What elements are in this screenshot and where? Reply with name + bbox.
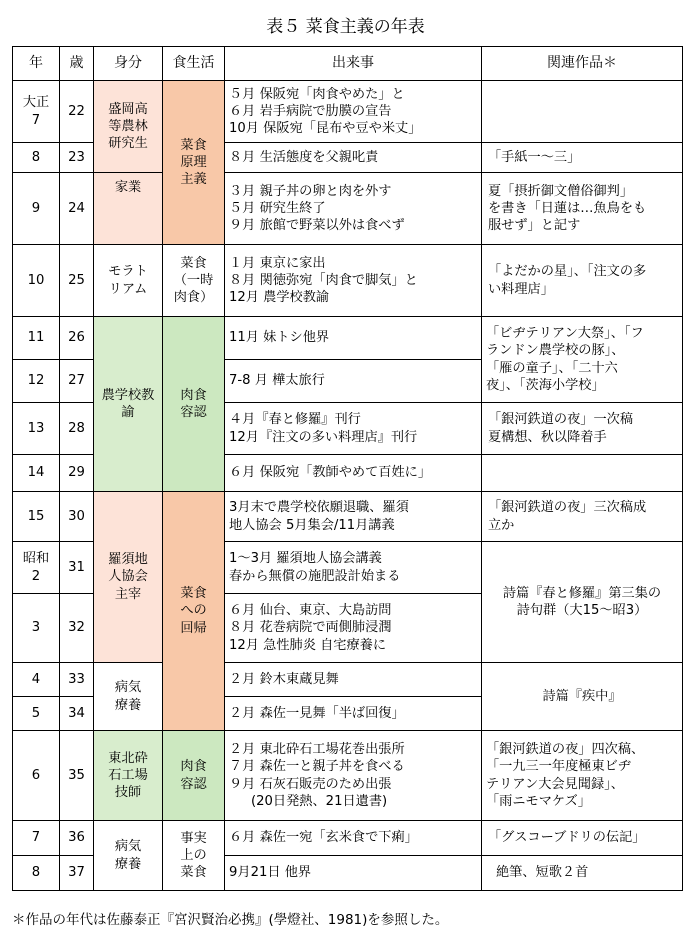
event-line: 9月21日 他界	[229, 865, 312, 881]
header-diet: 食生活	[163, 47, 225, 81]
event-line: ９月 旅館で野菜以外は食べず	[229, 218, 405, 234]
event-line: 12月 急性肺炎 自宅療養に	[229, 637, 387, 653]
event-line: 春から無償の施肥設計始まる	[229, 568, 401, 584]
diet-cell: 肉食 容認	[163, 731, 225, 821]
event-line: 12月『注文の多い料理店』刊行	[229, 429, 418, 445]
events-cell	[225, 245, 482, 317]
event-line: 10月 保阪宛「昆布や豆や米丈」	[229, 121, 422, 137]
event-line: ７月 森佐一と親子丼を食べる	[229, 759, 405, 775]
age-cell: 31	[60, 542, 94, 594]
header-events: 出来事	[225, 47, 482, 81]
age-cell: 36	[60, 821, 94, 856]
age-cell: 35	[60, 731, 94, 821]
age-cell: 34	[60, 697, 94, 731]
header-status: 身分	[94, 47, 163, 81]
diet-cell: 菜食 への 回帰	[163, 492, 225, 731]
event-line: ８月 生活態度を父親叱責	[229, 149, 379, 165]
year-cell: 5	[13, 697, 60, 731]
event-line: 12月 農学校教諭	[229, 290, 330, 306]
age-cell: 37	[60, 856, 94, 891]
year-cell: 9	[13, 173, 60, 245]
events-cell	[225, 542, 482, 594]
chronology-table	[12, 46, 683, 891]
table-row	[13, 173, 683, 245]
year-cell: 8	[13, 143, 60, 173]
events-cell	[225, 697, 482, 731]
event-line: ２月 東北砕石工場花巻出張所	[229, 742, 405, 758]
header-age: 歳	[60, 47, 94, 81]
year-cell: 12	[13, 360, 60, 403]
event-line: 11月 妹トシ他界	[229, 330, 330, 346]
year-cell: 10	[13, 245, 60, 317]
age-cell: 22	[60, 81, 94, 143]
status-cell: 病気 療養	[94, 821, 163, 891]
age-cell: 23	[60, 143, 94, 173]
works-cell: 「銀河鉄道の夜」四次稿、 「一九三一年度極東ビヂ テリアン大会見聞録」、 「雨ニモマケズ」	[482, 731, 683, 821]
event-line: ５月 保阪宛「肉食やめた」と	[229, 86, 405, 102]
events-cell	[225, 81, 482, 143]
event-line: ５月 研究生終了	[229, 200, 326, 216]
events-cell	[225, 663, 482, 697]
age-cell: 29	[60, 455, 94, 492]
year-cell: 7	[13, 821, 60, 856]
event-line: ４月『春と修羅』刊行	[229, 412, 361, 428]
age-cell: 33	[60, 663, 94, 697]
event-line: １月 東京に家出	[229, 255, 326, 271]
events-cell	[225, 455, 482, 492]
events-cell	[225, 731, 482, 821]
event-line: ９月 石灰石販売のため出張	[229, 776, 392, 792]
works-cell: 「銀河鉄道の夜」三次稿成 立か	[482, 492, 683, 542]
table-row	[13, 821, 683, 856]
age-cell: 26	[60, 317, 94, 360]
events-cell	[225, 403, 482, 455]
works-cell: 詩篇『疾中』	[482, 663, 683, 731]
status-cell: 羅須地 人協会 主宰	[94, 492, 163, 663]
year-cell: 8	[13, 856, 60, 891]
works-cell: 絶筆、短歌２首	[482, 856, 683, 891]
table-row	[13, 245, 683, 317]
header-row	[13, 47, 683, 81]
year-cell: 15	[13, 492, 60, 542]
status-cell: 盛岡高 等農林 研究生	[94, 81, 163, 173]
events-cell	[225, 492, 482, 542]
age-cell: 30	[60, 492, 94, 542]
event-line: ８月 関徳弥宛「肉食で脚気」と	[229, 272, 418, 288]
event-line: ６月 仙台、東京、大島訪問	[229, 603, 392, 619]
age-cell: 24	[60, 173, 94, 245]
events-cell	[225, 821, 482, 856]
age-cell: 25	[60, 245, 94, 317]
age-cell: 28	[60, 403, 94, 455]
age-cell: 27	[60, 360, 94, 403]
header-works: 関連作品＊	[482, 47, 683, 81]
works-cell	[482, 455, 683, 492]
works-cell: 「銀河鉄道の夜」一次稿 夏構想、秋以降着手	[482, 403, 683, 455]
header-year: 年	[13, 47, 60, 81]
year-cell: 昭和 2	[13, 542, 60, 594]
page-title: 表５ 菜食主義の年表	[266, 17, 425, 37]
status-cell: 病気 療養	[94, 663, 163, 731]
event-line: ６月 岩手病院で肋膜の宣告	[229, 103, 392, 119]
age-cell: 32	[60, 594, 94, 663]
events-cell	[225, 856, 482, 891]
diet-cell: 肉食 容認	[163, 317, 225, 492]
status-cell: 東北砕 石工場 技師	[94, 731, 163, 821]
table-row	[13, 492, 683, 542]
events-cell	[225, 360, 482, 403]
table-row	[13, 81, 683, 143]
table-row	[13, 317, 683, 360]
year-cell: 13	[13, 403, 60, 455]
status-cell: 農学校教 諭	[94, 317, 163, 492]
works-cell: 「手紙一～三」	[482, 143, 683, 173]
event-line: ２月 森佐一見舞「半ば回復」	[229, 705, 405, 721]
status-cell: 家業	[94, 173, 163, 245]
events-cell	[225, 317, 482, 360]
table-row	[13, 663, 683, 697]
event-line: 3月末で農学校依願退職、羅須	[229, 500, 409, 516]
event-line: ６月 森佐一宛「玄米食で下痢」	[229, 830, 418, 846]
event-line: ６月 保阪宛「教師やめて百姓に」	[229, 465, 432, 481]
status-cell: モラト リアム	[94, 245, 163, 317]
year-cell: 14	[13, 455, 60, 492]
works-cell: 「ビヂテリアン大祭」、「フ ランドン農学校の豚」、 「雁の童子」、「二十六 夜」、「茨海小学校」	[482, 317, 683, 403]
year-cell: 6	[13, 731, 60, 821]
works-cell: 「よだかの星」、「注文の多 い料理店」	[482, 245, 683, 317]
event-line: (20日発熱、21日遺書)	[251, 793, 388, 809]
works-cell: 詩篇『春と修羅』第三集の 詩句群（大15～昭3）	[482, 542, 683, 663]
events-cell	[225, 173, 482, 245]
diet-cell: 菜食 （一時 肉食）	[163, 245, 225, 317]
diet-cell: 菜食 原理 主義	[163, 81, 225, 245]
year-cell: 大正 7	[13, 81, 60, 143]
event-line: 1～3月 羅須地人協会講義	[229, 551, 382, 567]
event-line: 7-8 月 樺太旅行	[229, 373, 325, 389]
works-cell	[482, 81, 683, 143]
events-cell	[225, 594, 482, 663]
event-line: ２月 鈴木東蔵見舞	[229, 671, 339, 687]
year-cell: 4	[13, 663, 60, 697]
diet-cell: 事実 上の 菜食	[163, 821, 225, 891]
event-line: ３月 親子丼の卵と肉を外す	[229, 183, 392, 199]
table-row	[13, 731, 683, 821]
event-line: ８月 花巻病院で両側肺浸潤	[229, 620, 392, 636]
event-line: 地人協会 5月集会/11月講義	[229, 517, 395, 533]
events-cell	[225, 143, 482, 173]
year-cell: 11	[13, 317, 60, 360]
works-cell: 「グスコーブドリの伝記」	[482, 821, 683, 856]
footnote: ＊作品の年代は佐藤泰正『宮沢賢治必携』(學燈社、1981)を参照した。	[12, 912, 449, 928]
year-cell: 3	[13, 594, 60, 663]
works-cell: 夏「摂折御文僧俗御判」 を書き「日蓮は…魚鳥をも 服せず」と記す	[482, 173, 683, 245]
